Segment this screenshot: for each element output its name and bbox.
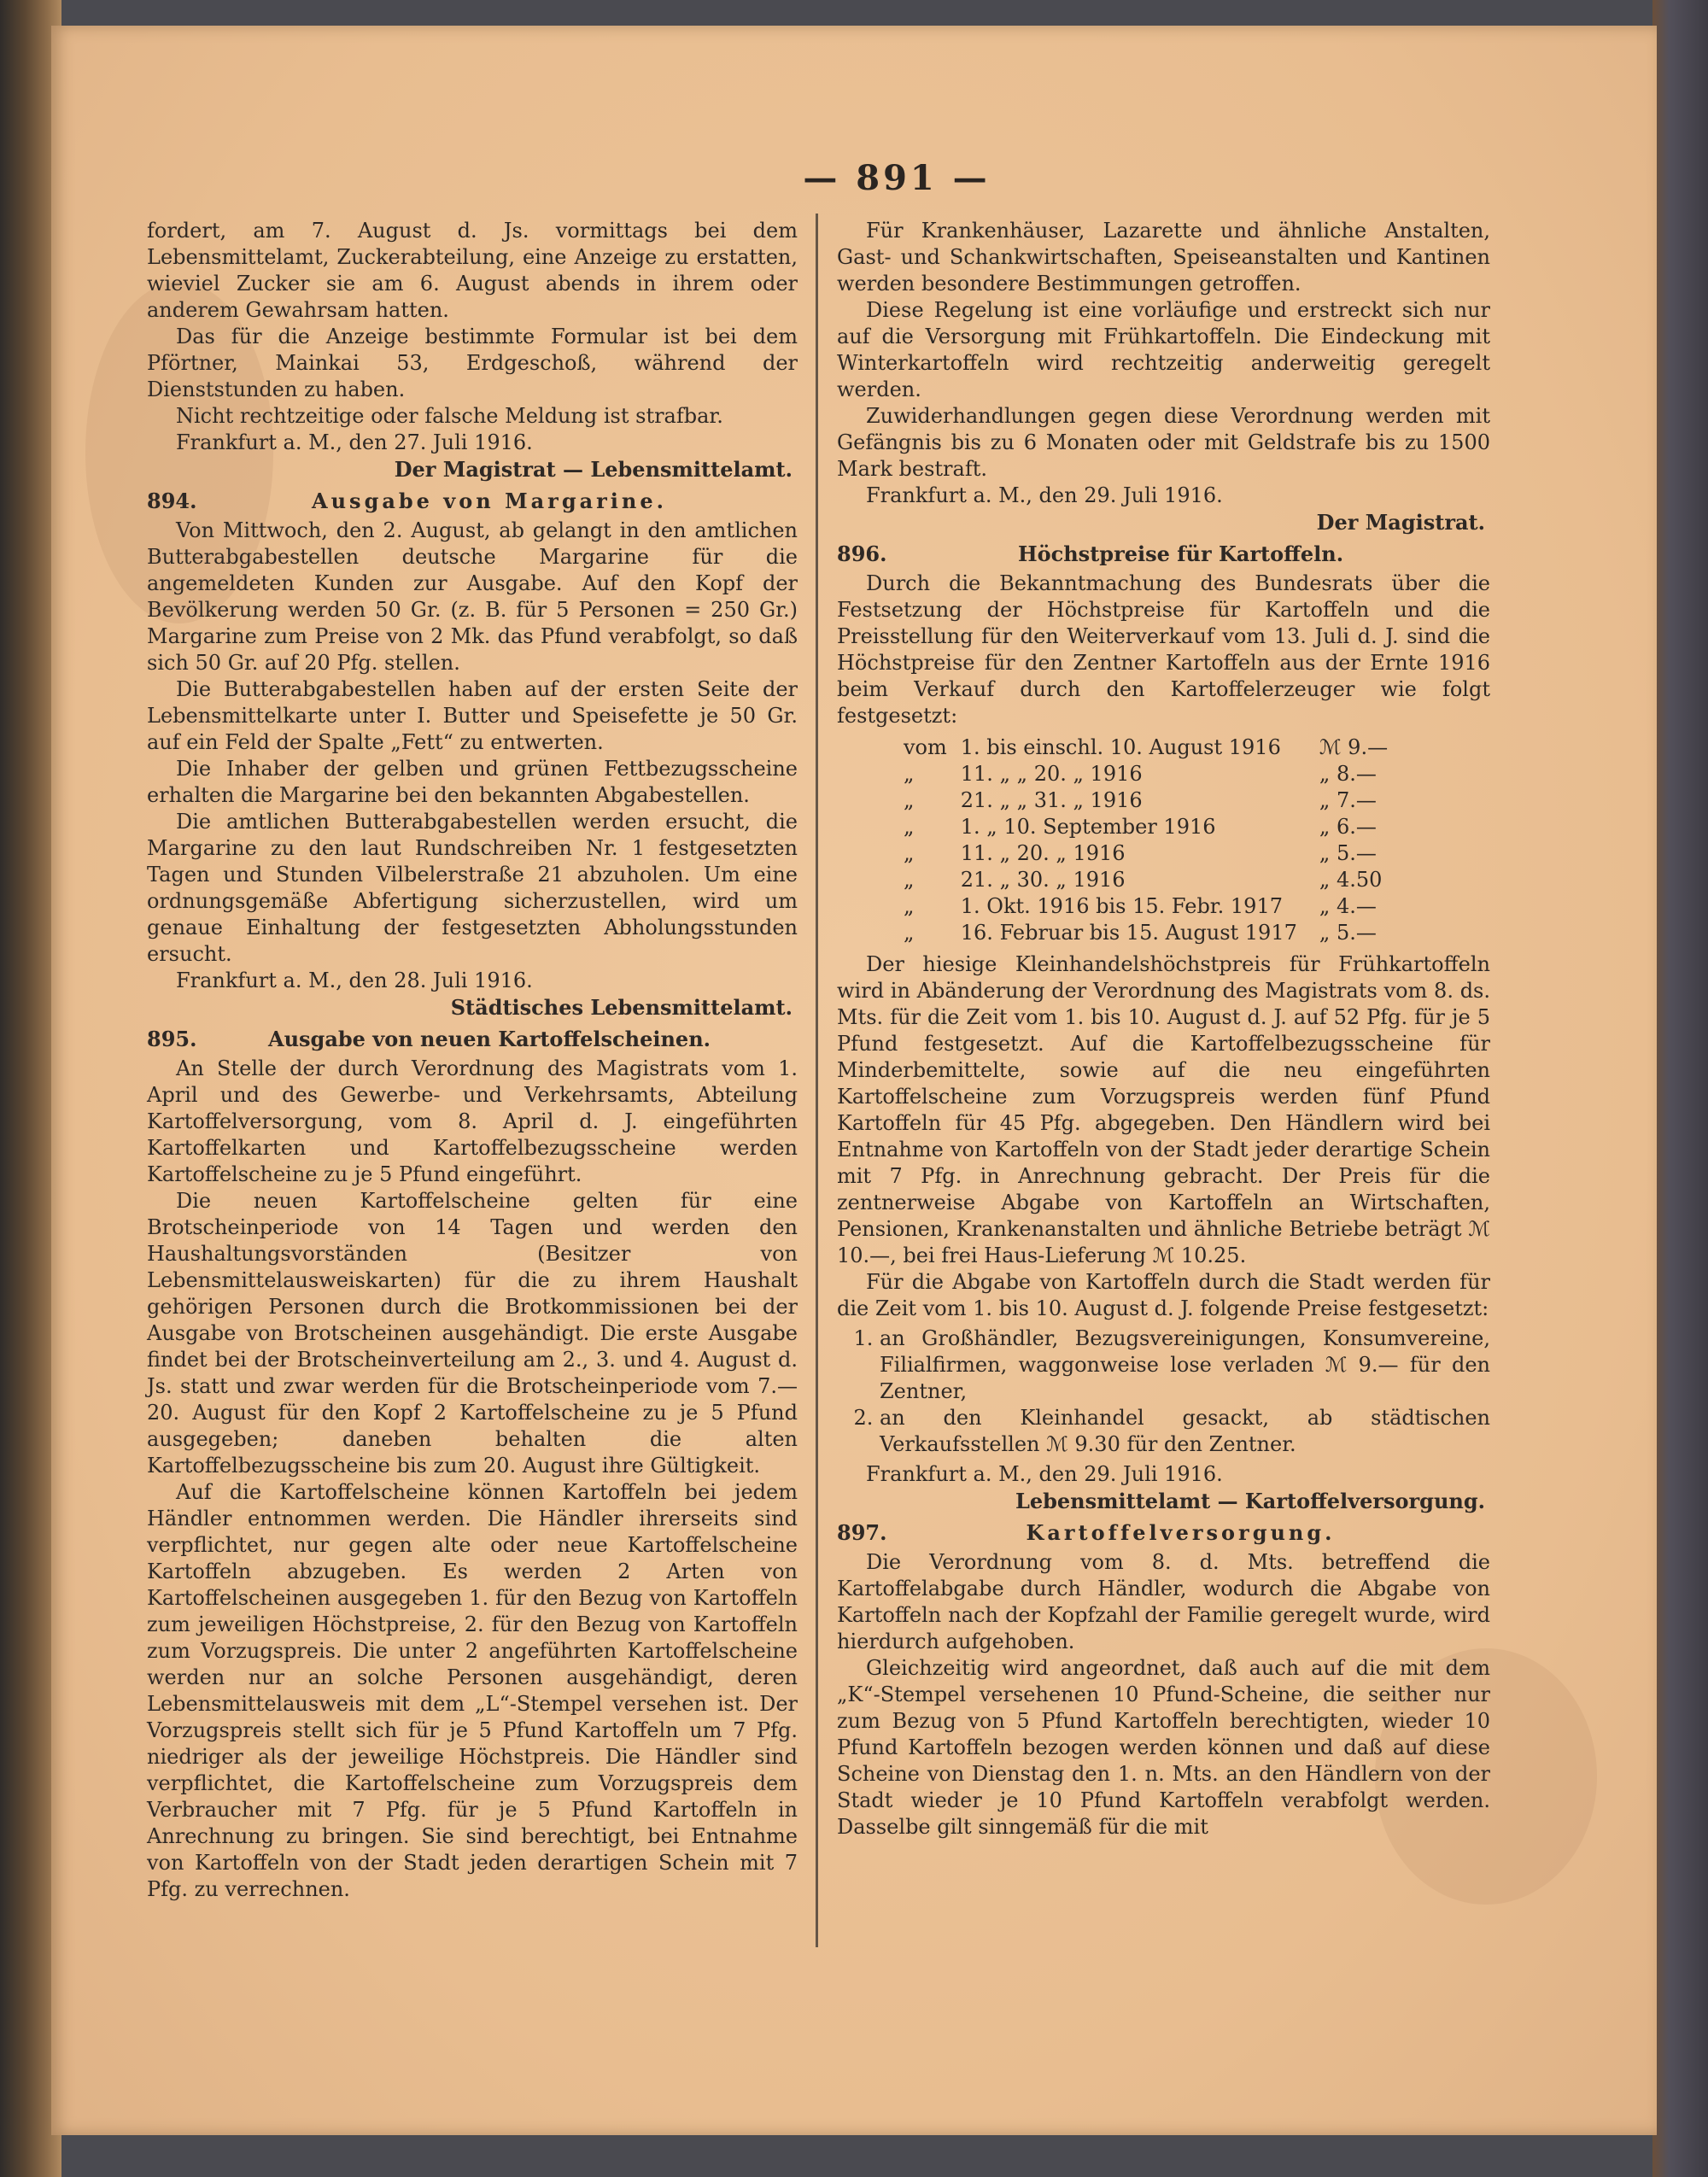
section-heading [147, 1026, 798, 1052]
right-column [837, 218, 1490, 1846]
paragraph: Für Krankenhäuser, Lazarette und ähnliche Anstalten, Gast- und Schankwirtschaften, Speiseanstalten und Kantinen werden besondere Bestimmungen getroffen. [837, 219, 1490, 296]
book-cover-right [1652, 0, 1708, 2177]
price-row [897, 920, 1395, 946]
price-value: „ 6.— [1319, 815, 1377, 839]
price-prefix: „ [904, 894, 915, 918]
price-row [897, 787, 1395, 814]
price-prefix: „ [904, 788, 915, 812]
price-value: „ 4.50 [1319, 868, 1383, 892]
section-title: Ausgabe von Margarine. [311, 489, 667, 513]
paragraph: Die amtlichen Butterabgabestellen werden ersucht, die Margarine zu den laut Rundschreiben Nr. 1 festgesetzten Tagen und Stunden Vilbelerstraße 21 abzuholen. Um eine ordnungsgemäße Abfertigung sicherzustellen, wird um genaue Einhaltung der festgesetzten Abholungsstunden ersucht. [147, 810, 798, 966]
section-title: Höchstpreise für Kartoffeln. [1017, 541, 1344, 566]
list-item: 2. an den Kleinhandel gesackt, ab städtischen Verkaufsstellen ℳ 9.30 für den Zentner. [880, 1405, 1490, 1458]
paragraph: Gleichzeitig wird angeordnet, daß auch auf die mit dem „K“-Stempel versehenen 10 Pfund-Scheine, die seither nur zum Bezug von 5 Pfund Kartoffeln berechtigten, wieder 10 Pfund Kartoffeln bezogen werden können und daß auf diese Scheine von Dienstag den 1. n. Mts. an den Händlern von der Stadt wieder je 10 Pfund Kartoffeln verabfolgt werden. Dasselbe gilt sinngemäß für die mit [837, 1656, 1490, 1839]
price-value: ℳ 9.— [1319, 735, 1389, 759]
section-heading [837, 541, 1490, 567]
signature: Der Magistrat. [1316, 510, 1485, 535]
price-value: „ 5.— [1319, 921, 1377, 945]
price-value: „ 7.— [1319, 788, 1377, 812]
price-row [897, 893, 1395, 920]
section-895 [147, 1026, 798, 1903]
paragraph: Nicht rechtzeitige oder falsche Meldung ist strafbar. [176, 404, 723, 428]
signature: Städtisches Lebensmittelamt. [450, 995, 793, 1020]
left-intro-section [147, 218, 798, 483]
section-897 [837, 1519, 1490, 1841]
price-period: 11. „ „ 20. „ 1916 [960, 762, 1143, 786]
paragraph: Der hiesige Kleinhandelshöchstpreis für Frühkartoffeln wird in Abänderung der Verordnung des Magistrats vom 8. ds. Mts. für die Zeit vom 1. bis 10. August d. J. auf 52 Pfg. für je 5 Pfund festgesetzt. Auf die Kartoffelbezugsscheine für Minderbemittelte, sowie auf die neu eingeführten Kartoffelscheine zum Vorzugspreis werden fünf Pfund Kartoffeln für 45 Pfg. abgegeben. Den Händlern wird bei Entnahme von Kartoffeln von der Stadt jeder derartige Schein mit 7 Pfg. in Anrechnung gebracht. Der Preis für die zentnerweise Abgabe von Kartoffeln an Wirtschaften, Pensionen, Krankenanstalten und ähnliche Betriebe beträgt ℳ 10.—, bei frei Haus-Lieferung ℳ 10.25. [837, 952, 1490, 1267]
price-value: „ 5.— [1319, 841, 1377, 865]
price-value: „ 8.— [1319, 762, 1377, 786]
signature: Lebensmittelamt — Kartoffelversorgung. [1015, 1489, 1485, 1513]
signature: Der Magistrat — Lebensmittelamt. [394, 457, 793, 482]
price-row [897, 761, 1395, 787]
paragraph: Die Verordnung vom 8. d. Mts. betreffend die Kartoffelabgabe durch Händler, wodurch die Abgabe von Kartoffeln nach der Kopfzahl der Familie geregelt wurde, wird hierdurch aufgehoben. [837, 1550, 1490, 1653]
price-period: 11. „ 20. „ 1916 [960, 841, 1126, 865]
paragraph: Zuwiderhandlungen gegen diese Verordnung werden mit Gefängnis bis zu 6 Monaten oder mit Geldstrafe bis zu 1500 Mark bestraft. [837, 404, 1490, 481]
price-prefix: „ [904, 815, 915, 839]
price-prefix: vom [904, 735, 947, 759]
price-row [897, 867, 1395, 893]
dateline: Frankfurt a. M., den 29. Juli 1916. [866, 483, 1223, 507]
price-row [897, 840, 1395, 867]
price-table [897, 734, 1395, 946]
dateline: Frankfurt a. M., den 28. Juli 1916. [176, 969, 533, 992]
section-number: 895. [147, 1027, 197, 1051]
price-list [837, 1326, 1490, 1458]
paragraph: Von Mittwoch, den 2. August, ab gelangt in den amtlichen Butterabgabestellen deutsche Margarine für die angemeldeten Kunden zur Ausgabe. Auf den Kopf der Bevölkerung werden 50 Gr. (z. B. für 5 Personen = 250 Gr.) Margarine zum Preise von 2 Mk. das Pfund verabfolgt, so daß sich 50 Gr. auf 20 Pfg. stellen. [147, 518, 798, 675]
section-896 [837, 541, 1490, 1514]
left-column [147, 218, 798, 1908]
price-period: 21. „ „ 31. „ 1916 [960, 788, 1143, 812]
paragraph: Die Inhaber der gelben und grünen Fettbezugsscheine erhalten die Margarine bei den bekannten Abgabestellen. [147, 757, 798, 807]
paragraph: Auf die Kartoffelscheine können Kartoffeln bei jedem Händler entnommen werden. Die Händler ihrerseits sind verpflichtet, nur gegen alte oder neue Kartoffelscheine Kartoffeln abzugeben. Es werden 2 Arten von Kartoffelscheinen ausgegeben 1. für den Bezug von Kartoffeln zum jeweiligen Höchstpreise, 2. für den Bezug von Kartoffeln zum Vorzugspreis. Die unter 2 angeführten Kartoffelscheine werden nur an solche Personen ausgehändigt, deren Lebensmittelausweis mit dem „L“-Stempel versehen ist. Der Vorzugspreis stellt sich für je 5 Pfund Kartoffeln um 7 Pfg. niedriger als der jeweilige Höchstpreis. Die Händler sind verpflichtet, die Kartoffelscheine zum Vorzugspreis dem Verbraucher mit 7 Pfg. für je 5 Pfund Kartoffeln in Anrechnung zu bringen. Sie sind berechtigt, bei Entnahme von Kartoffeln von der Stadt jeden derartigen Schein mit 7 Pfg. zu verrechnen. [147, 1480, 798, 1901]
price-prefix: „ [904, 762, 915, 786]
section-title: Ausgabe von neuen Kartoffelscheinen. [267, 1027, 711, 1051]
paragraph: Diese Regelung ist eine vorläufige und erstreckt sich nur auf die Versorgung mit Frühkartoffeln. Die Eindeckung mit Winterkartoffeln wird rechtzeitig anderweitig geregelt werden. [837, 298, 1490, 401]
column-divider [816, 214, 818, 1947]
paragraph: Die neuen Kartoffelscheine gelten für eine Brotscheinperiode von 14 Tagen und werden den Haushaltungsvorständen (Besitzer von Lebensmittelausweiskarten) für die zu ihrem Haushalt gehörigen Personen durch die Brotkommissionen bei der Ausgabe von Brotscheinen ausgehändigt. Die erste Ausgabe findet bei der Brotscheinverteilung am 2., 3. und 4. August d. Js. statt und zwar werden für die Brotscheinperiode vom 7.—20. August für den Kopf 2 Kartoffelscheine zu je 5 Pfund ausgegeben; daneben behalten die alten Kartoffelbezugsscheine bis zum 20. August ihre Gültigkeit. [147, 1189, 798, 1478]
paragraph: Die Butterabgabestellen haben auf der ersten Seite der Lebensmittelkarte unter I. Butter und Speisefette je 50 Gr. auf ein Feld der Spalte „Fett“ zu entwerten. [147, 677, 798, 754]
paragraph: Durch die Bekanntmachung des Bundesrats über die Festsetzung der Höchstpreise für Kartoffeln und die Preisstellung für den Weiterverkauf vom 13. Juli d. J. sind die Höchstpreise für den Zentner Kartoffeln aus der Ernte 1916 beim Verkauf durch den Kartoffelerzeuger wie folgt festgesetzt: [837, 571, 1490, 728]
section-heading [147, 488, 798, 514]
paragraph: Für die Abgabe von Kartoffeln durch die Stadt werden für die Zeit vom 1. bis 10. August d. J. folgende Preise festgesetzt: [837, 1270, 1490, 1320]
price-row [897, 734, 1395, 761]
price-period: 21. „ 30. „ 1916 [960, 868, 1126, 892]
section-number: 896. [837, 541, 887, 566]
list-item: 1. an Großhändler, Bezugsvereinigungen, Konsumvereine, Filialfirmen, waggonweise lose verladen ℳ 9.— für den Zentner, [880, 1326, 1490, 1405]
paragraph: An Stelle der durch Verordnung des Magistrats vom 1. April und des Gewerbe- und Verkehrsamts, Abteilung Kartoffelversorgung, vom 8. April d. J. eingeführten Kartoffelkarten und Kartoffelbezugsscheine werden Kartoffelscheine zu je 5 Pfund eingeführt. [147, 1056, 798, 1186]
page-number: — 891 — [803, 158, 991, 198]
right-intro-section [837, 218, 1490, 535]
section-number: 897. [837, 1520, 887, 1545]
price-row [897, 814, 1395, 840]
dateline: Frankfurt a. M., den 29. Juli 1916. [866, 1462, 1223, 1486]
price-value: „ 4.— [1319, 894, 1377, 918]
paragraph: Das für die Anzeige bestimmte Formular ist bei dem Pförtner, Mainkai 53, Erdgeschoß, während der Dienststunden zu haben. [147, 325, 798, 401]
price-period: 1. „ 10. September 1916 [960, 815, 1216, 839]
paragraph: fordert, am 7. August d. Js. vormittags bei dem Lebensmittelamt, Zuckerabteilung, eine Anzeige zu erstatten, wieviel Zucker sie am 6. August abends in ihrem oder anderem Gewahrsam hatten. [147, 219, 798, 322]
section-894 [147, 488, 798, 1021]
price-prefix: „ [904, 841, 915, 865]
section-heading [837, 1519, 1490, 1546]
price-period: 1. bis einschl. 10. August 1916 [960, 735, 1281, 759]
price-period: 16. Februar bis 15. August 1917 [960, 921, 1297, 945]
price-prefix: „ [904, 868, 915, 892]
price-prefix: „ [904, 921, 915, 945]
dateline: Frankfurt a. M., den 27. Juli 1916. [176, 430, 533, 454]
price-period: 1. Okt. 1916 bis 15. Febr. 1917 [960, 894, 1283, 918]
section-number: 894. [147, 489, 197, 513]
section-title: Kartoffelversorgung. [1026, 1520, 1336, 1545]
